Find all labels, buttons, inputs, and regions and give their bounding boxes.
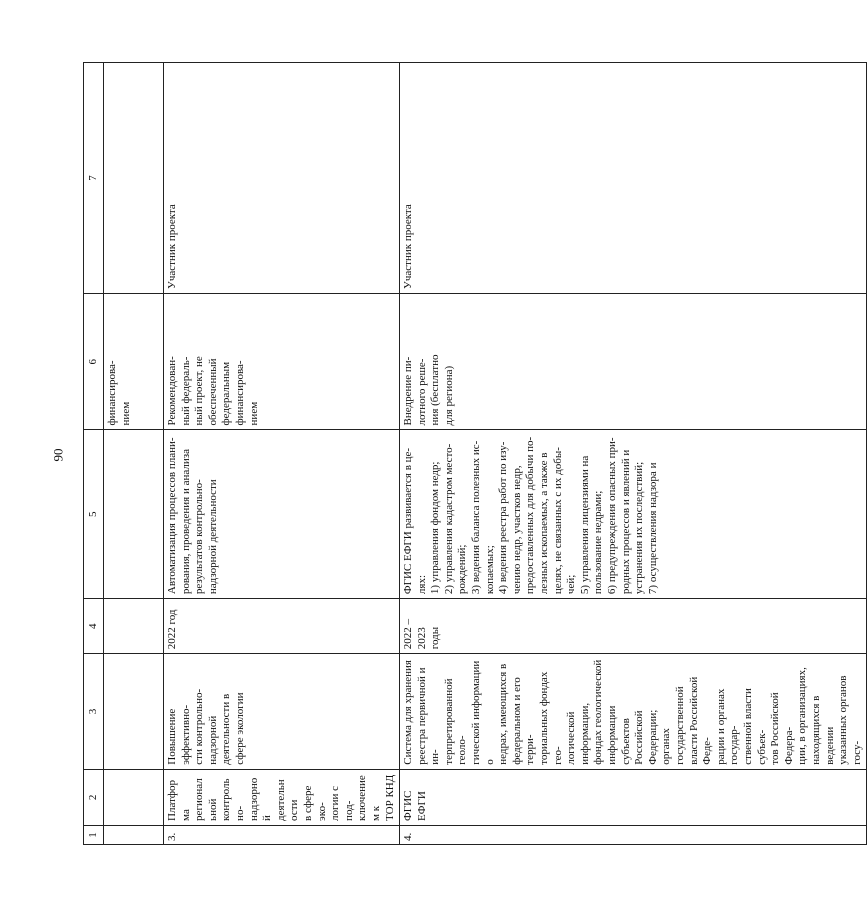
table-cell	[104, 769, 164, 825]
column-header: 3	[84, 654, 104, 769]
table-cell: финансирова- нием	[104, 293, 164, 430]
table-cell	[104, 825, 164, 844]
table-row	[400, 63, 867, 845]
table-row	[164, 63, 400, 845]
project-goal: Система для хранения реестра первичной и ин- терпретированной геоло- гической информации о недрах, имеющихся в федеральном и его терри- ториальных фондах гео- логической информации, фондах геологической информации субъектов Российской Федерации; органах государственной власти Российской Феде- рации и органах государ- ственной власти субъек- тов Российской Федера- ции, в организациях, находящихся в ведении указанных органов госу-	[400, 654, 867, 769]
project-funding: Рекомендован- ный федераль- ный проект, не обеспеченный федеральным финансирова- нием	[164, 293, 400, 430]
projects-table	[83, 62, 867, 845]
column-header: 5	[84, 430, 104, 599]
table-cell	[104, 599, 164, 654]
table-cell	[104, 654, 164, 769]
project-description: ФГИС ЕФГИ развивается в це- лях: 1) управления фондом недр; 2) управления кадастром место- рождений; 3) ведения баланса полезных ис- копаемых; 4) ведения реестра работ по изу- чению недр, участков недр, предоставленных для добычи по- лезных ископаемых, а также в целях, не связанных с их добы- чей; 5) управления лицензиями на пользование недрами; 6) предупреждения опасных при- родных процессов и явлений и устранения их последствий; 7) осуществления надзора и	[400, 430, 867, 599]
column-header: 1	[84, 825, 104, 844]
project-goal: Повышение эффективно- сти контрольно- надзорной деятельности в сфере экологии	[164, 654, 400, 769]
project-role: Участник проекта	[164, 63, 400, 294]
column-header: 2	[84, 769, 104, 825]
column-header: 4	[84, 599, 104, 654]
project-role: Участник проекта	[400, 63, 867, 294]
page-number: 90	[50, 448, 66, 462]
project-name: ФГИС ЕФГИ	[400, 769, 867, 825]
table-cell	[104, 63, 164, 294]
project-period: 2022 год	[164, 599, 400, 654]
table-row	[104, 63, 164, 845]
rotated-table-container	[83, 62, 863, 845]
project-name: Платформа региональной контрольно- надзорной деятельности в сфере эко- логии с под- ключением к ТОР КНД	[164, 769, 400, 825]
project-description: Автоматизация процессов плани- рования, проведения и анализа результатов контрольно- надзорной деятельности	[164, 430, 400, 599]
column-header: 6	[84, 293, 104, 430]
table-header-row	[84, 63, 104, 845]
row-number: 3.	[164, 825, 400, 844]
row-number: 4.	[400, 825, 867, 844]
project-period: 2022 – 2023 годы	[400, 599, 867, 654]
table-cell	[104, 430, 164, 599]
column-header: 7	[84, 63, 104, 294]
project-funding: Внедрение пи- лотного реше- ния (бесплатно для региона)	[400, 293, 867, 430]
